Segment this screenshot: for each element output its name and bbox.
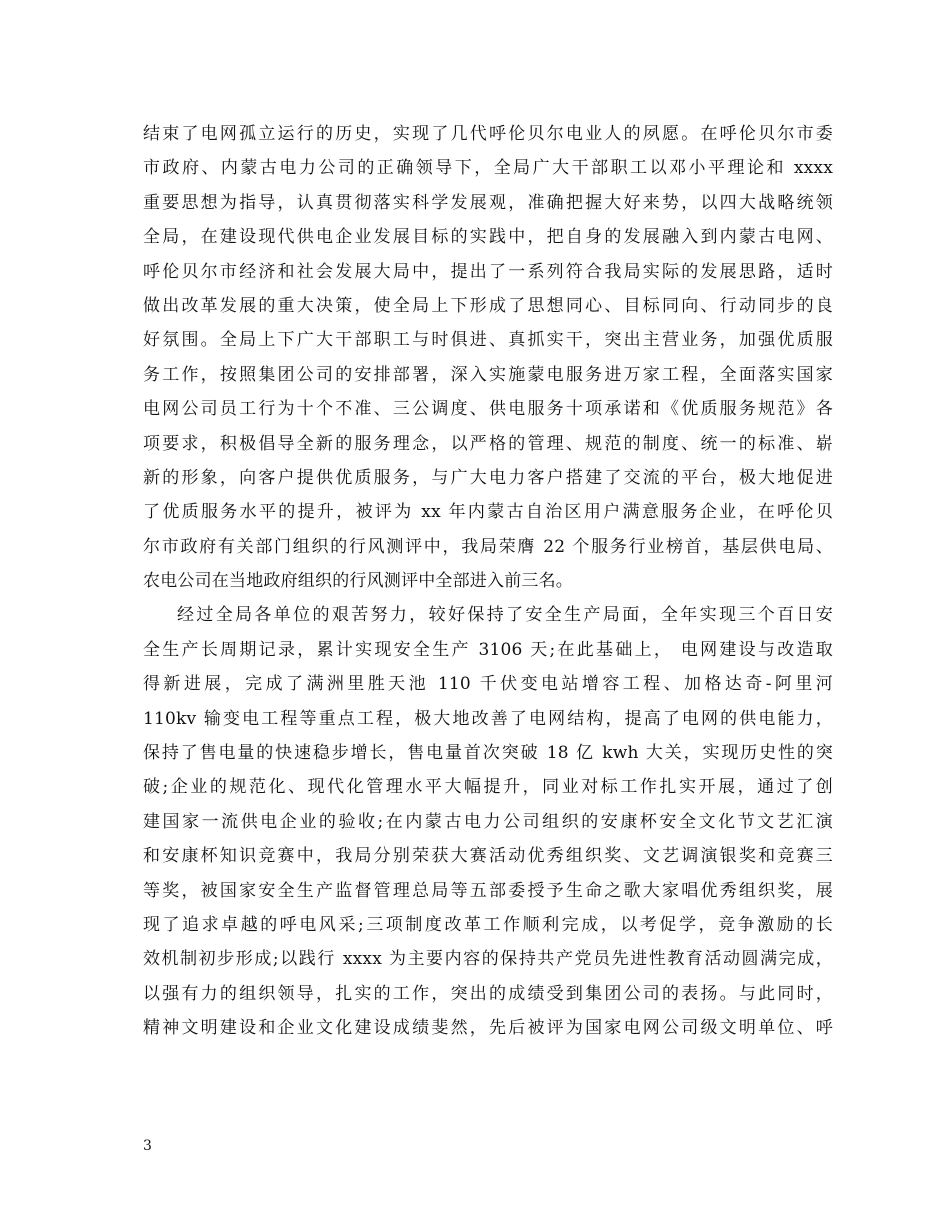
text-line: 110kv 输变电工程等重点工程，极大地改善了电网结构，提高了电网的供电能力， [143,708,833,729]
text-line: 现了追求卓越的呼电风采;三项制度改革工作顺利完成，以考促学，竞争激励的长 [143,914,833,935]
text-line: 项要求，积极倡导全新的服务理念，以严格的管理、规范的制度、统一的标准、崭 [143,433,833,454]
page-number: 3 [143,1138,152,1154]
text-line: 了优质服务水平的提升，被评为 xx 年内蒙古自治区用户满意服务企业，在呼伦贝 [143,502,833,523]
text-line: 得新进展，完成了满洲里胜天池 110 千伏变电站增容工程、加格达奇-阿里河 [143,674,833,695]
text-line: 全局，在建设现代供电企业发展目标的实践中，把自身的发展融入到内蒙古电网、 [143,227,833,248]
text-line: 重要思想为指导，认真贯彻落实科学发展观，准确把握大好来势，以四大战略统领 [143,192,833,213]
text-line: 务工作，按照集团公司的安排部署，深入实施蒙电服务进万家工程，全面落实国家 [143,364,833,385]
paragraph-2 [143,598,833,1045]
document-body [143,117,833,1046]
text-line: 结束了电网孤立运行的历史，实现了几代呼伦贝尔电业人的夙愿。在呼伦贝尔市委 [143,124,833,144]
text-line: 和安康杯知识竞赛中，我局分别荣获大赛活动优秀组织奖、文艺调演银奖和竞赛三 [143,846,833,867]
text-line: 电网公司员工行为十个不准、三公调度、供电服务十项承诺和《优质服务规范》各 [143,399,833,420]
text-line: 新的形象，向客户提供优质服务，与广大电力客户搭建了交流的平台，极大地促进 [143,467,833,488]
text-line: 建国家一流供电企业的验收;在内蒙古电力公司组织的安康杯安全文化节文艺汇演 [143,811,833,832]
text-line: 全生产长周期记录，累计实现安全生产 3106 天;在此基础上， 电网建设与改造取 [143,639,833,660]
text-line: 好氛围。全局上下广大干部职工与时俱进、真抓实干，突出主营业务，加强优质服 [143,330,833,351]
text-line: 做出改革发展的重大决策，使全局上下形成了思想同心、目标同向、行动同步的良 [143,295,833,316]
paragraph-1 [143,117,833,598]
text-line: 精神文明建设和企业文化建设成绩斐然，先后被评为国家电网公司级文明单位、呼 [143,1018,833,1039]
text-line: 保持了售电量的快速稳步增长，售电量首次突破 18 亿 kwh 大关，实现历史性的突 [143,743,833,764]
text-line: 破;企业的规范化、现代化管理水平大幅提升，同业对标工作扎实开展，通过了创 [143,777,833,798]
text-line: 农电公司在当地政府组织的行风测评中全部进入前三名。 [143,571,573,592]
text-line: 呼伦贝尔市经济和社会发展大局中，提出了一系列符合我局实际的发展思路，适时 [143,261,833,282]
text-line: 效机制初步形成;以践行 xxxx 为主要内容的保持共产党员先进性教育活动圆满完成， [143,949,833,970]
text-line: 尔市政府有关部门组织的行风测评中，我局荣膺 22 个服务行业榜首，基层供电局、 [143,536,833,557]
text-line: 以强有力的组织领导，扎实的工作，突出的成绩受到集团公司的表扬。与此同时， [143,983,833,1004]
text-line: 等奖，被国家安全生产监督管理总局等五部委授予生命之歌大家唱优秀组织奖，展 [143,880,833,901]
text-line: 经过全局各单位的艰苦努力，较好保持了安全生产局面，全年实现三个百日安 [177,605,833,626]
text-line: 市政府、内蒙古电力公司的正确领导下，全局广大干部职工以邓小平理论和 xxxx [143,158,833,179]
